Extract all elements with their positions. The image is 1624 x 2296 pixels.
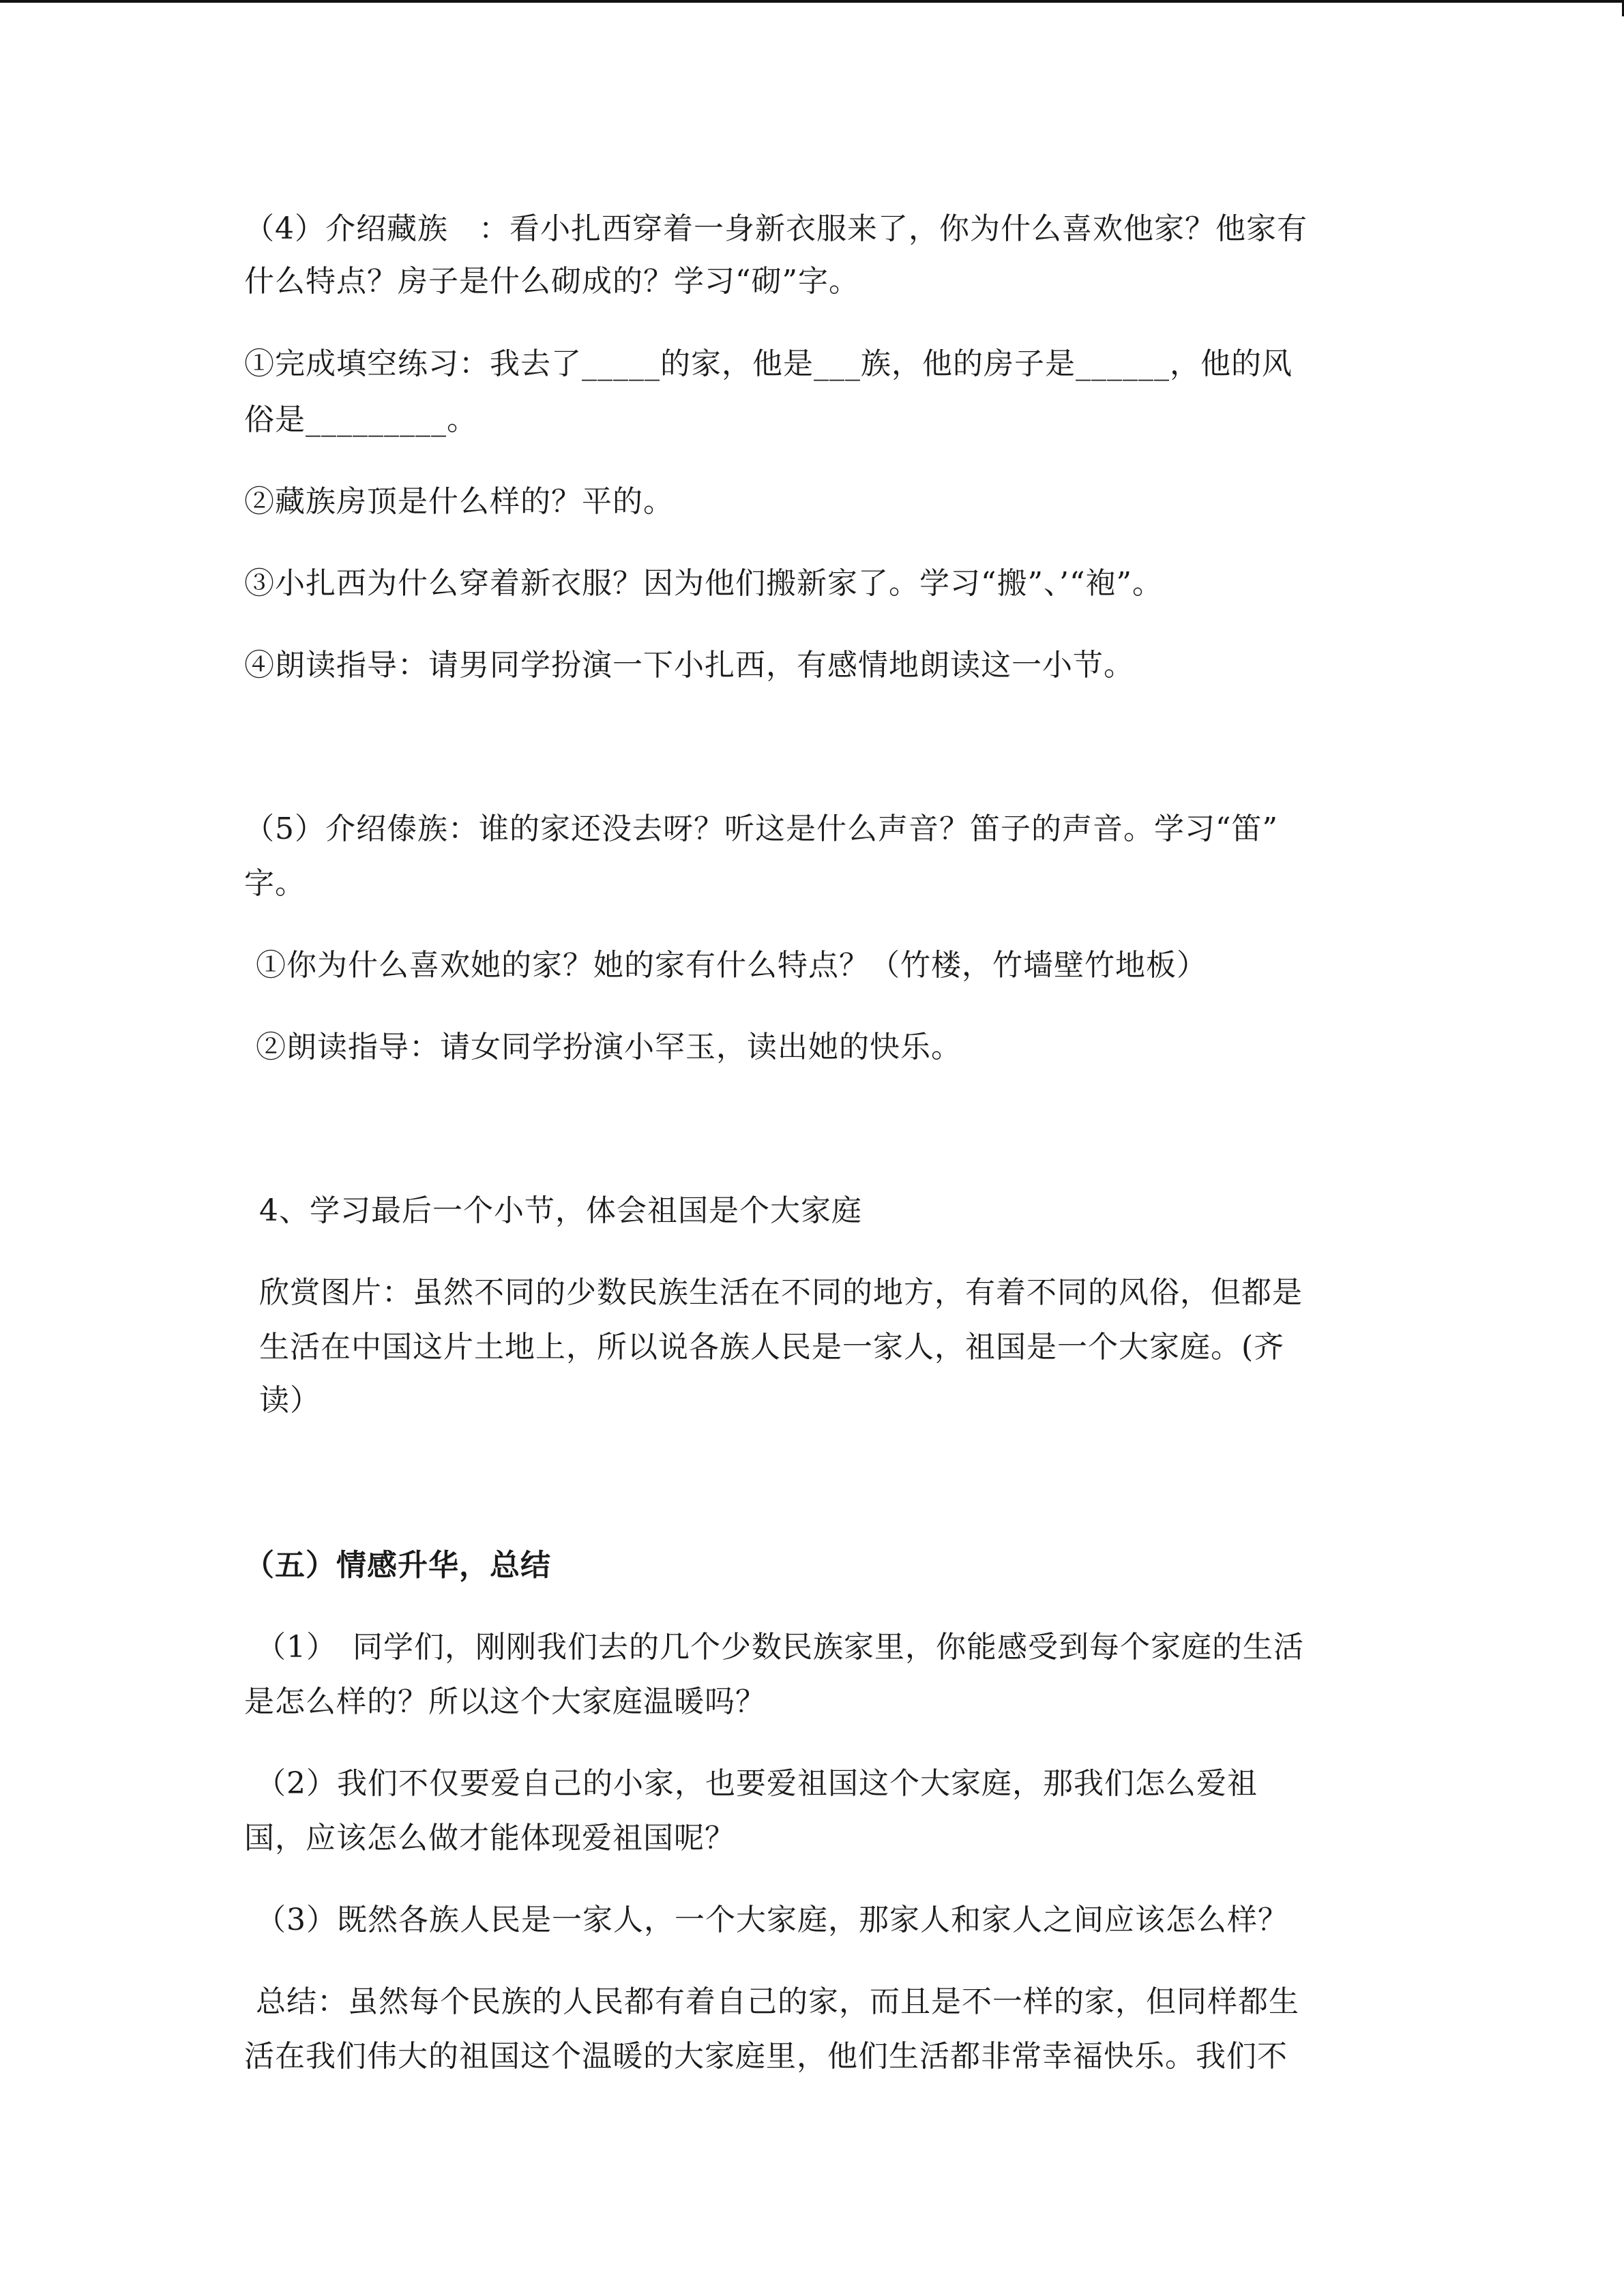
paragraph-line: 什么特点？房子是什么砌成的？学习“砌”字。: [244, 264, 859, 299]
paragraph-line: ④朗读指导：请男同学扮演一下小扎西，有感情地朗读这一小节。: [244, 648, 1134, 683]
paragraph-line: （3）既然各族人民是一家人，一个大家庭，那家人和家人之间应该怎么样？: [256, 1903, 1288, 1937]
paragraph-line: 字。: [244, 866, 306, 901]
paragraph-line: 是怎么样的？所以这个大家庭温暖吗？: [244, 1684, 766, 1719]
paragraph-line: 活在我们伟大的祖国这个温暖的大家庭里，他们生活都非常幸福快乐。我们不: [244, 2039, 1288, 2074]
paragraph-line: ②朗读指导：请女同学扮演小罕玉，读出她的快乐。: [256, 1030, 962, 1064]
page-top-border: [0, 0, 1624, 3]
paragraph-line: 总结：虽然每个民族的人民都有着自己的家，而且是不一样的家，但同样都生: [256, 1984, 1299, 2019]
fill-blank-exercise-line: ①完成填空练习：我去了_____的家，他是___族，他的房子是______，他的风: [244, 346, 1293, 381]
paragraph-line: （1） 同学们，刚刚我们去的几个少数民族家里，你能感受到每个家庭的生活: [256, 1630, 1304, 1665]
fill-blank-exercise-line: 俗是_________。: [244, 402, 477, 437]
paragraph-line: （2）我们不仅要爱自己的小家，也要爱祖国这个大家庭，那我们怎么爱祖: [256, 1766, 1258, 1801]
paragraph-line: 生活在中国这片土地上，所以说各族人民是一家人，祖国是一个大家庭。(齐: [259, 1330, 1285, 1365]
paragraph-line: ②藏族房顶是什么样的？平的。: [244, 484, 674, 519]
section-heading: 4、学习最后一个小节，体会祖国是个大家庭: [259, 1193, 862, 1228]
paragraph-line: （5）介绍傣族：谁的家还没去呀？听这是什么声音？笛子的声音。学习“笛”: [244, 811, 1278, 846]
paragraph-line: 国，应该怎么做才能体现爱祖国呢？: [244, 1821, 735, 1855]
paragraph-line: ③小扎西为什么穿着新衣服？因为他们搬新家了。学习“搬”、’“袍”。: [244, 566, 1163, 601]
paragraph-line: （4）介绍藏族 ：看小扎西穿着一身新衣服来了，你为什么喜欢他家？他家有: [244, 211, 1308, 246]
paragraph-line: ①你为什么喜欢她的家？她的家有什么特点？（竹楼，竹墙壁竹地板）: [256, 948, 1207, 983]
paragraph-line: 读）: [259, 1383, 321, 1418]
paragraph-line: 欣赏图片：虽然不同的少数民族生活在不同的地方，有着不同的风俗，但都是: [259, 1275, 1303, 1310]
section-heading: （五）情感升华，总结: [244, 1548, 551, 1583]
